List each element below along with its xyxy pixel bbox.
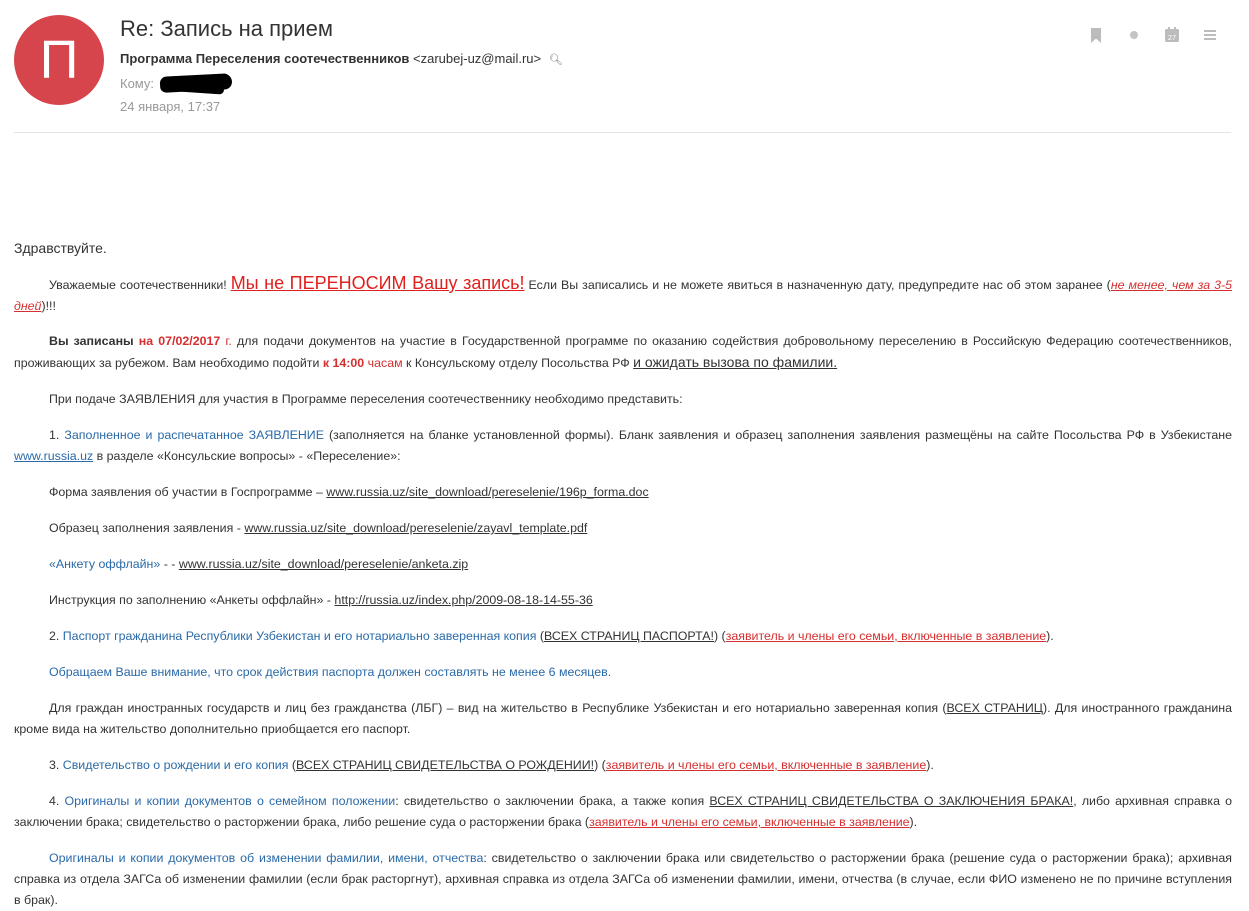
item-emphasis: ВСЕХ СТРАНИЦ xyxy=(946,701,1043,715)
search-icon[interactable]: 🔍︎ xyxy=(548,54,563,66)
sender-email[interactable]: <zarubej-uz@mail.ru> xyxy=(413,51,542,66)
dot-icon[interactable] xyxy=(1115,26,1153,44)
template-link-line xyxy=(14,518,1232,539)
item-text: ( xyxy=(536,629,544,643)
notice-paragraph xyxy=(14,273,1232,317)
anketa-sep: - - xyxy=(160,557,179,571)
instruction-label: Инструкция по заполнению «Анкеты оффлайн» - xyxy=(49,593,335,607)
item-number: 2. xyxy=(49,629,63,643)
appointment-date-suffix: г. xyxy=(220,334,232,348)
template-link-label: Образец заполнения заявления - xyxy=(49,521,245,535)
russia-uz-link[interactable]: www.russia.uz xyxy=(14,449,94,463)
appointment-label: Вы записаны xyxy=(49,334,134,348)
email-body xyxy=(14,238,1232,911)
appointment-time: к 14:00 xyxy=(322,356,365,370)
appointment-paragraph xyxy=(14,331,1232,374)
name-change-documents xyxy=(14,848,1232,911)
template-download-link[interactable]: www.russia.uz/site_download/pereselenie/zayavl_template.pdf xyxy=(244,521,588,535)
item-text: : свидетельство о заключении брака, а также копия xyxy=(395,794,710,808)
item-text: ). xyxy=(926,758,934,772)
appointment-wait: и ожидать вызова по фамилии. xyxy=(633,354,838,370)
documents-intro: При подаче ЗАЯВЛЕНИЯ для участия в Программе переселения соотечественнику необходимо представить: xyxy=(49,392,683,406)
email-date: 24 января, 17:37 xyxy=(120,99,221,114)
calendar-icon[interactable] xyxy=(1153,26,1191,44)
recipient-label: Кому: xyxy=(120,76,154,91)
item-text: Для граждан иностранных государств и лиц без гражданства (ЛБГ) – вид на жительство в Республике Узбекистан и его нотариально заверенная копия ( xyxy=(49,701,947,715)
calendar-day: 27 xyxy=(1167,33,1177,42)
avatar xyxy=(14,15,104,105)
item-applicants-note: заявитель и члены его семьи, включенные в заявление xyxy=(725,629,1047,643)
notice-text: Уважаемые соотечественники! xyxy=(49,278,231,292)
item-title: Оригиналы и копии документов о семейном положении xyxy=(64,794,396,808)
redaction-mark xyxy=(178,82,225,94)
notice-deadline: не менее, чем за 3-5 дней xyxy=(14,278,1232,313)
document-item-3 xyxy=(14,755,1232,776)
form-link-label: Форма заявления об участии в Госпрограмме – xyxy=(49,485,327,499)
greeting: Здравствуйте. xyxy=(14,240,107,256)
item-applicants-note: заявитель и члены его семьи, включенные в заявление xyxy=(589,815,910,829)
instruction-link-line xyxy=(14,590,1232,611)
item-text: ). xyxy=(1046,629,1054,643)
item-number: 4. xyxy=(49,794,65,808)
item-text: ( xyxy=(288,758,297,772)
item-text: (заполняется на бланке установленной формы). Бланк заявления и образец заполнения заявления размещёны на сайте Посольства РФ в Узбекистане xyxy=(323,428,1233,442)
form-link-line xyxy=(14,482,1232,503)
email-subject: Re: Запись на прием xyxy=(120,16,333,41)
sender-name[interactable]: Программа Переселения соотечественников xyxy=(120,51,410,66)
anketa-download-link[interactable]: www.russia.uz/site_download/pereselenie/anketa.zip xyxy=(178,557,469,571)
bookmark-icon[interactable] xyxy=(1077,26,1115,44)
notice-text: Если Вы записались и не можете явиться в назначенную дату, предупредите нас об этом заранее ( xyxy=(524,278,1111,292)
item-text: : свидетельство о заключении брака или свидетельство о расторжении брака (решение суда о расторжении брака); архивная справка из отдела ЗАГСа об изменении фамилии (если брак расторгнут), архивная справка из отдела ЗАГСа об изменении фамилии, имени, отчества (в случае, если ФИО изменено не по причине вступления в брак). xyxy=(14,851,1232,907)
item-number: 3. xyxy=(49,758,63,772)
item-text: ) ( xyxy=(594,758,606,772)
foreign-citizens-paragraph xyxy=(14,698,1232,740)
message-toolbar xyxy=(1077,26,1229,44)
appointment-time-suffix: часам xyxy=(364,356,403,370)
sender[interactable] xyxy=(120,51,563,66)
item-title: Паспорт гражданина Республики Узбекистан и его нотариально заверенная копия xyxy=(62,629,537,643)
item-text: ). Для иностранного гражданина кроме вида на жительство дополнительно приобщается его паспорт. xyxy=(14,701,1232,736)
item-text: ). xyxy=(909,815,918,829)
document-item-4 xyxy=(14,791,1232,833)
anketa-label: «Анкету оффлайн» xyxy=(49,557,161,571)
anketa-link-line xyxy=(14,554,1232,575)
no-reschedule-notice: Мы не ПЕРЕНОСИМ Вашу запись! xyxy=(230,273,525,293)
appointment-text: для подачи документов на участие в Государственной программе по оказанию содействия добровольному переселению в Российскую Федерацию соотечественников, проживающих за рубежом. Вам необходимо подойти xyxy=(14,334,1232,370)
item-text: , либо архивная справка о заключении брака; свидетельство о расторжении брака, либо решение суда о расторжении брака ( xyxy=(14,794,1233,829)
notice-text: )!!! xyxy=(41,299,56,313)
appointment-date: на 07/02/2017 xyxy=(133,334,221,348)
item-text: в разделе «Консульские вопросы» - «Переселение»: xyxy=(93,449,401,463)
document-item-1 xyxy=(14,425,1232,467)
instruction-link[interactable]: http://russia.uz/index.php/2009-08-18-14-55-36 xyxy=(334,593,593,607)
item-emphasis: ВСЕХ СТРАНИЦ ПАСПОРТА! xyxy=(543,629,714,643)
document-item-2 xyxy=(14,626,1232,647)
avatar-letter: П xyxy=(39,30,79,90)
item-title: Заполненное и распечатанное ЗАЯВЛЕНИЕ xyxy=(64,428,324,442)
form-download-link[interactable]: www.russia.uz/site_download/pereselenie/196p_forma.doc xyxy=(326,485,649,499)
menu-icon[interactable] xyxy=(1191,26,1229,44)
item-title: Свидетельство о рождении и его копия xyxy=(62,758,289,772)
item-text: ) ( xyxy=(713,629,726,643)
header-divider xyxy=(14,132,1231,133)
passport-validity-note: Обращаем Ваше внимание, что срок действия паспорта должен составлять не менее 6 месяцев. xyxy=(49,665,612,679)
item-emphasis: ВСЕХ СТРАНИЦ СВИДЕТЕЛЬСТВА О РОЖДЕНИИ! xyxy=(296,758,595,772)
item-title: Оригиналы и копии документов об изменении фамилии, имени, отчества xyxy=(49,851,484,865)
appointment-text: к Консульскому отделу Посольства РФ xyxy=(402,356,634,370)
item-number: 1. xyxy=(49,428,65,442)
item-emphasis: ВСЕХ СТРАНИЦ СВИДЕТЕЛЬСТВА О ЗАКЛЮЧЕНИЯ БРАКА! xyxy=(709,794,1074,808)
item-applicants-note: заявитель и члены его семьи, включенные в заявление xyxy=(605,758,927,772)
